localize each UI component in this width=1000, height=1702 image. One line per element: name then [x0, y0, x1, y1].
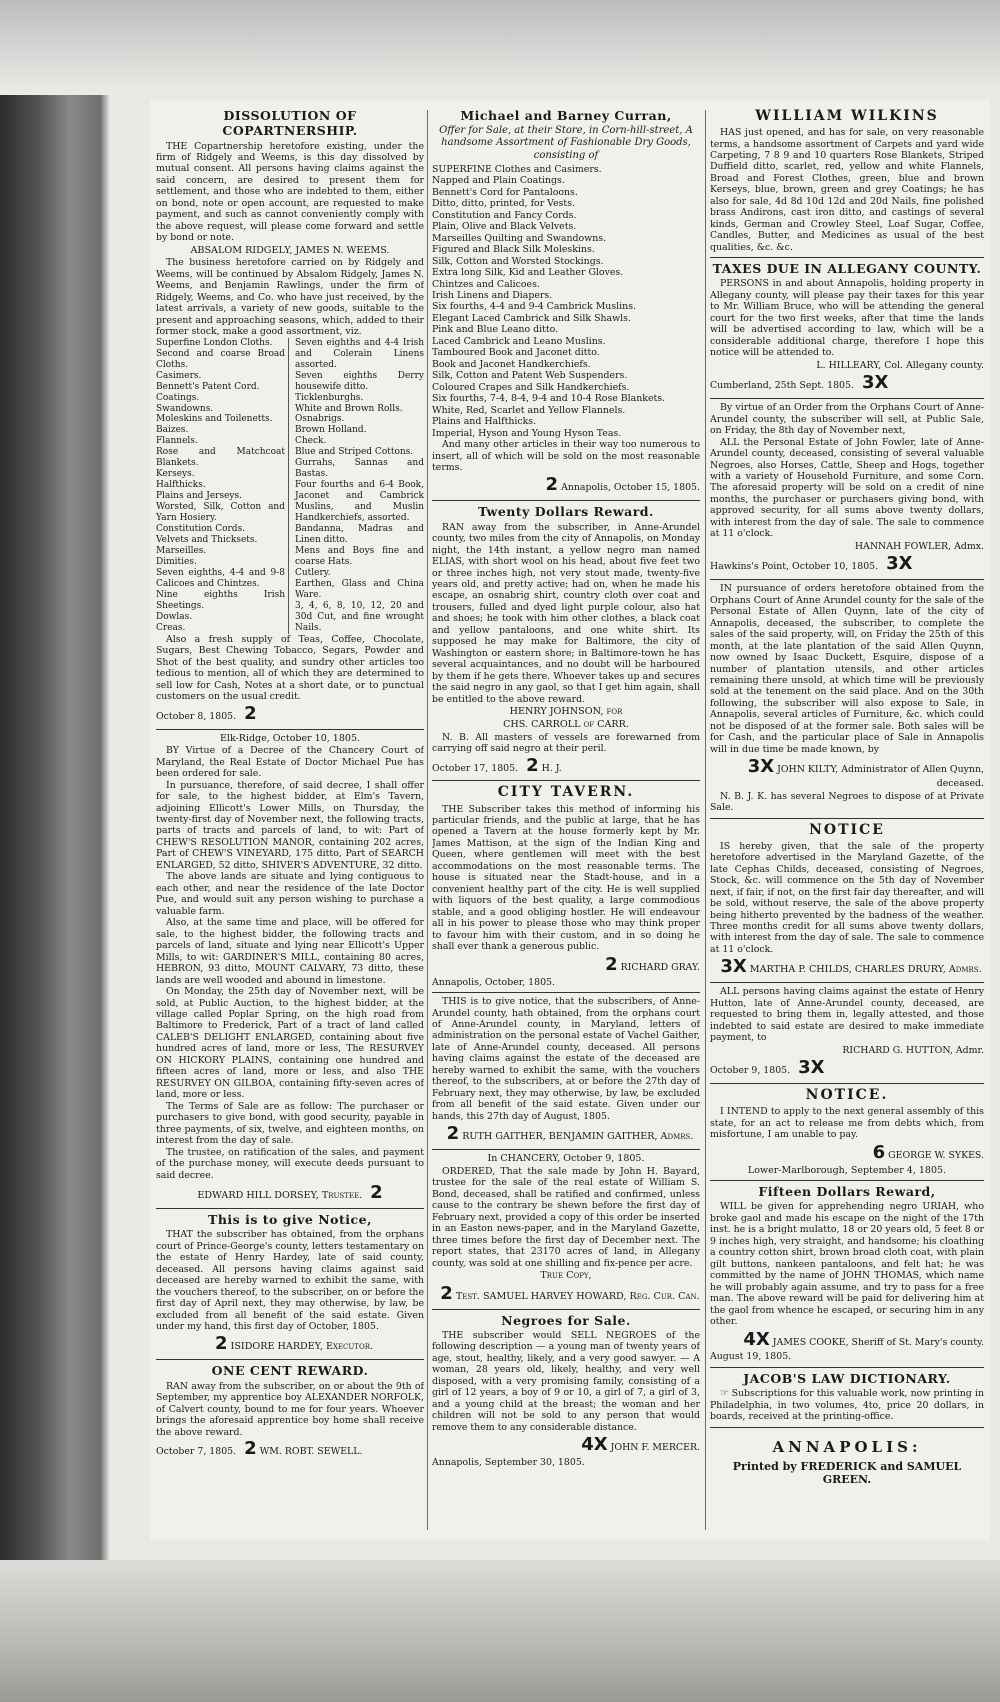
- ad-curran: [432, 108, 700, 496]
- ad-signer: JOHN KILTY, Administrator of Allen Quynn, deceased.: [777, 764, 984, 790]
- ad-body: Also a fresh supply of Teas, Coffee, Chocolate, Sugars, Best Chewing Tobacco, Segars, Powder and Shot of the best quality, and sundry other articles too tedious to mention, all of which they are determined to sell low for Cash, Notes at a short date, or to punctual customers on the usual credit.: [156, 633, 424, 703]
- ad-title: This is to give Notice,: [208, 1211, 372, 1227]
- list-item: Osnabrigs.: [295, 414, 345, 425]
- list-item: Flannels.: [156, 436, 198, 447]
- ad-body: RAN away from the subscriber, on or about the 9th of September, my apprentice boy ALEXANDER NORFOLK, of Calvert county, bound to me for four years. Whoever brings the aforesaid apprentice boy home shall receive the above reward.: [156, 1380, 424, 1438]
- list-item: Four fourths and 6-4 Book, Jaconet and Cambrick Muslins, and Muslin Handkerchiefs, assorted.: [295, 480, 424, 524]
- ad-body: IS hereby given, that the sale of the property heretofore advertised in the Maryland Gazette, of the late Cephas Childs, deceased, consisting of Negroes, Stock, &c. will commence on the 5th day of November next, if fair, if not, on the first fair day thereafter, and will be sold, without reserve, the sale of the above property being hitherto prevented by the badness of the weather. Three months credit for all sums above twenty dollars, with interest from the day of sale. The sale to commence at 11 o'clock.: [710, 840, 984, 955]
- divider: [710, 1083, 984, 1084]
- list-item: Earthen, Glass and China Ware.: [295, 579, 424, 600]
- newspaper-page: [150, 100, 990, 1540]
- ad-signer: MARTHA P. CHILDS, CHARLES DRURY, Admrs.: [749, 964, 982, 976]
- ad-initials: H. J.: [541, 762, 562, 774]
- list-item: Second and coarse Broad Cloths.: [156, 348, 285, 370]
- pointing-hand-icon: ☞: [720, 1388, 732, 1400]
- ad-signer-row: [710, 756, 984, 789]
- imprint-printer: Printed by FREDERICK and SAMUEL GREEN.: [732, 1459, 962, 1487]
- handwritten-mark: 2: [526, 754, 539, 776]
- handwritten-mark: 4X: [743, 1328, 770, 1350]
- ad-dateline: In CHANCERY, October 9, 1805.: [487, 1153, 645, 1165]
- list-item: Plains and Jerseys.: [156, 491, 242, 502]
- ad-body: And many other articles in their way too numerous to insert, all of which will be sold on the most reasonable terms.: [432, 439, 700, 473]
- list-item: Six fourths, 7-4, 8-4, 9-4 and 10-4 Rose Blankets.: [432, 393, 666, 405]
- list-item: Tamboured Book and Jaconet ditto.: [432, 347, 600, 359]
- ad-body: On Monday, the 25th day of November next, will be sold, at Public Auction, to the highest bidder, at the village called Poplar Spring, on the high road from Baltimore to Frederick, Part of a tract of land called CALEB'S DELIGHT ENLARGED, containing about five hundred acres of land, more or less, The RESURVEY ON HICKORY PLAINS, containing one hundred and fifteen acres of land, more or less, and also THE RESURVEY ON GILBOA, containing fifty-seven acres of land, more or less.: [156, 986, 424, 1101]
- ad-body: [710, 1388, 984, 1422]
- divider: [432, 780, 700, 781]
- list-item: Bennett's Cord for Pantaloons.: [432, 186, 578, 198]
- ad-signer: HENRY JOHNSON, for: [509, 706, 623, 718]
- divider: [710, 982, 984, 983]
- list-item: Napped and Plain Coatings.: [432, 175, 565, 187]
- list-item: Plains and Halfthicks.: [432, 416, 537, 428]
- ad-jacob-dictionary: [710, 1371, 984, 1423]
- ad-signer-row: [156, 1182, 424, 1204]
- list-item: Book and Jaconet Handkerchiefs.: [432, 358, 591, 370]
- divider: [710, 1180, 984, 1181]
- list-item: Dimities.: [156, 557, 197, 568]
- list-item: Silk, Cotton and Patent Web Suspenders.: [432, 370, 628, 382]
- ad-body: IN pursuance of orders heretofore obtained from the Orphans Court of Anne Arundel county for the sale of the Personal Estate of Allen Quynn, late of the city of Annapolis, deceased, the subscriber, to complete the sales of the said property, will, on Friday the 25th of this month, at the late plantation of the said Allen Quynn, now owned by Isaac Duckett, Esquire, dispose of a number of plantation utensils, and other articles remaining there unsold, at which time will be previously sold at the tenement on the said place. And on the 30th following, the subscriber will also expose to Sale, in Annapolis, several articles of Furniture, &c. which could not be disposed of at the former sale. Both sales will be for Cash, and the particular place of Sale in Annapolis will in due time be made known, by: [710, 583, 984, 755]
- ad-negroes-sale: [432, 1313, 700, 1469]
- ad-date: October 9, 1805.: [710, 1065, 791, 1077]
- column-right: [710, 106, 984, 1536]
- ad-title: Negroes for Sale.: [501, 1312, 631, 1328]
- handwritten-mark: 2: [244, 1437, 257, 1459]
- divider: [710, 1427, 984, 1428]
- ad-body: RAN away from the subscriber, in Anne-Arundel county, two miles from the city of Annapolis, on Monday night, the 14th instant, a yellow negro man named ELIAS, with short wool on his head, about five feet two or three inches high, not very stout made, twenty-five years old, and pretty active; had on, when he made his escape, an osnabrig shirt, country cloth over coat and trousers, fulled and dyed light purple colour, also hat and shoes; he took with him other clothes, a black coat and yellow pantaloons, and one white shirt. Its supposed he may make for Baltimore, the city of Washington or eastern shore; in Baltimore-town he has several acquaintances, and no doubt will be harboured by them if he gets there. Whoever takes up and secures the said negro in any gaol, so that I get him again, shall be entitled to the above reward.: [432, 521, 700, 705]
- ad-body: THIS is to give notice, that the subscribers, of Anne-Arundel county, hath obtained, from the orphans court of Anne-Arundel county, in Maryland, letters of administration on the personal estate of Vachel Gaither, late of Anne-Arundel county, deceased. All persons having claims against the estate of the deceased are hereby warned to exhibit the same, with the vouchers thereof, to the subscribers, at or before the 27th day of February next, they may otherwise, by law, be excluded from all benefit of the said estate. Given under our hands, this 27th day of August, 1805.: [432, 996, 700, 1122]
- ad-dissolution: [156, 108, 424, 725]
- list-item: Irish Linens and Diapers.: [432, 289, 553, 301]
- ad-footer-row: [432, 755, 700, 777]
- list-item: SUPERFINE Clothes and Casimers.: [432, 163, 602, 175]
- list-item: Pink and Blue Leano ditto.: [432, 324, 559, 336]
- list-item: Halfthicks.: [156, 480, 206, 491]
- list-item: Marseilles Quilting and Swandowns.: [432, 232, 607, 244]
- ad-childs-notice: [710, 822, 984, 979]
- list-item: Figured and Black Silk Moleskins.: [432, 244, 595, 256]
- ad-signer: RICHARD GRAY.: [620, 961, 700, 973]
- ad-signer: HANNAH FOWLER, Admx.: [854, 540, 984, 552]
- list-item: Ticklenburghs.: [295, 392, 364, 403]
- ad-title: WILLIAM WILKINS: [755, 108, 939, 124]
- list-item: Seven eighths Derry housewife ditto.: [295, 370, 424, 392]
- ad-signer: JAMES COOKE, Sheriff of St. Mary's county.: [772, 1336, 984, 1348]
- divider: [710, 579, 984, 580]
- ad-date: Lower-Marlborough, September 4, 1805.: [747, 1164, 947, 1176]
- ad-chancery: [432, 1153, 700, 1304]
- list-item: Dowlas.: [156, 611, 193, 622]
- handwritten-mark: 2: [244, 702, 257, 724]
- list-item: Bandanna, Madras and Linen ditto.: [295, 524, 424, 546]
- column-rule: [705, 110, 706, 1530]
- list-item: Blue and Striped Cottons.: [295, 447, 414, 458]
- goods-left-column: [156, 338, 289, 634]
- ad-body: ALL the Personal Estate of John Fowler, late of Anne-Arundel county, deceased, consisting of several valuable Negroes, also Horses, Cattle, Sheep and Hogs, together with a variety of Household Furniture, and some Corn. The aforesaid property will be sold on a credit of nine months, the purchaser or purchasers giving bond, with approved security, for all sums above twenty dollars, with interest from the day of sale. The sale to commence at 11 o'clock.: [710, 436, 984, 540]
- list-item: Chintzes and Calicoes.: [432, 278, 540, 290]
- list-item: Brown Holland.: [295, 425, 367, 436]
- ad-kilty-quynn: [710, 583, 984, 813]
- ad-body: BY Virtue of a Decree of the Chancery Court of Maryland, the Real Estate of Doctor Michael Pue has been ordered for sale.: [156, 745, 424, 780]
- ad-title: CITY TAVERN.: [497, 784, 635, 801]
- ad-body: The above lands are situate and lying contiguous to each other, and near the residence of the late Doctor Pue, and would suit any person wishing to purchase a valuable farm.: [156, 871, 424, 917]
- ad-title: JACOB'S LAW DICTIONARY.: [743, 1370, 951, 1386]
- ad-signer: L. HILLEARY, Col. Allegany county.: [816, 359, 984, 371]
- column-rule: [427, 110, 428, 1530]
- handwritten-mark: 3X: [747, 756, 775, 778]
- ad-true-copy: True Copy,: [540, 1269, 592, 1281]
- list-item: Laced Cambrick and Leano Muslins.: [432, 335, 606, 347]
- handwritten-mark: 2: [605, 953, 618, 975]
- ad-body-text: Subscriptions for this valuable work, now printing in Philadelphia, in two volumes, 4to, price 20 dollars, in boards, received at the printing-office.: [710, 1388, 984, 1423]
- ad-city-tavern: [432, 784, 700, 988]
- list-item: Kerseys.: [156, 469, 195, 480]
- divider: [710, 257, 984, 258]
- divider: [432, 1149, 700, 1150]
- handwritten-mark: 6: [872, 1141, 886, 1163]
- list-item: Velvets and Thicksets.: [156, 535, 258, 546]
- ad-body: ORDERED, That the sale made by John H. Bayard, trustee for the sale of the real estate of William S. Bond, deceased, shall be ratified and confirmed, unless cause to the contrary be shewn before the first day of February next, provided a copy of this order be inserted in an Easton news-paper, and in the Maryland Gazette, three times before the first day of December next. The report states, that 23170 acres of land, in Allegany county, was sold at one shilling and fix-pence per acre.: [432, 1165, 700, 1269]
- list-item: Imperial, Hyson and Young Hyson Teas.: [432, 427, 622, 439]
- ad-title: Fifteen Dollars Reward,: [758, 1184, 936, 1200]
- ad-title: DISSOLUTION OF COPARTNERSHIP.: [222, 108, 358, 139]
- ad-signer: WM. ROBT. SEWELL.: [259, 1445, 363, 1457]
- ad-body: Also, at the same time and place, will be offered for sale, to the highest bidder, the following tracts and parcels of land, situate and lying near Ellicott's Upper Mills, to wit: GARDINER'S MILL, containing 80 acres, HEBRON, 93 ditto, MOUNT CALVARY, 73 ditto, these lands are well wooded and abound in limestone.: [156, 917, 424, 986]
- list-item: Constitution Cords.: [156, 524, 246, 535]
- ad-body: HAS just opened, and has for sale, on very reasonable terms, a handsome assortment of Carpets and yard wide Carpeting, 7 8 9 and 10 quarters Rose Blankets, Striped Duffield ditto, scarlet, red, yellow and white Flannels, Broad and Forest Clothes, green, blue and brown Kerseys, blue, brown, green and grey Coatings; he has also for sale, 4d 8d 10d 12d and 20d Nails, fine polished brass Andirons, cast iron ditto, and castings of several kinds, German and Crowley Steel, Loaf Sugar, Coffee, Candles, Butter, and Medicines as usual of the best qualities, &c. &c.: [710, 127, 984, 253]
- ad-signer-row: [710, 1329, 984, 1351]
- list-item: Superfine London Cloths.: [156, 337, 273, 348]
- ad-one-cent-reward: [156, 1363, 424, 1460]
- scan-bottom-edge: [0, 1560, 1000, 1702]
- list-item: Check.: [295, 436, 327, 447]
- list-item: Nine eighths Irish Sheetings.: [156, 589, 285, 611]
- list-item: Creas.: [156, 622, 186, 633]
- divider: [156, 1208, 424, 1209]
- ad-signers: ABSALOM RIDGELY, JAMES N. WEEMS.: [190, 244, 390, 256]
- goods-right-column: [295, 338, 424, 634]
- ad-date-row: [710, 553, 984, 575]
- list-item: Cutlery.: [295, 568, 331, 579]
- ad-date-row: [710, 372, 984, 394]
- ad-wilkins: [710, 108, 984, 253]
- ad-signer-row: [432, 954, 700, 976]
- column-left: [156, 106, 424, 1536]
- ad-date: October 8, 1805.: [156, 710, 237, 722]
- divider: [432, 992, 700, 993]
- divider: [156, 729, 424, 730]
- ad-date: Annapolis, October, 1805.: [432, 976, 555, 988]
- ad-note: N. B. J. K. has several Negroes to dispose of at Private Sale.: [710, 790, 984, 814]
- ad-date-row: [156, 703, 424, 725]
- list-item: Extra long Silk, Kid and Leather Gloves.: [432, 267, 624, 279]
- ad-signer: RICHARD G. HUTTON, Admr.: [842, 1044, 984, 1056]
- ad-fifteen-dollars: [710, 1184, 984, 1363]
- scan-top-edge: [0, 0, 1000, 95]
- ad-signer: GEORGE W. SYKES.: [888, 1149, 984, 1161]
- ad-fowler-estate: [710, 402, 984, 575]
- ad-footer-row: [156, 1438, 424, 1460]
- ad-intro: By virtue of an Order from the Orphans Court of Anne-Arundel county, the subscriber will sell, at Public Sale, on Friday, the 8th day of November next,: [710, 402, 984, 437]
- ad-signer-row: [432, 1434, 700, 1456]
- list-item: Coloured Crapes and Silk Handkerchiefs.: [432, 381, 630, 393]
- goods-list: [432, 164, 700, 439]
- list-item: Silk, Cotton and Worsted Stockings.: [432, 255, 604, 267]
- list-item: Seven eighths, 4-4 and 9-8 Calicoes and Chintzes.: [156, 568, 285, 590]
- ad-gaither: [432, 996, 700, 1145]
- ad-twenty-dollars: [432, 504, 700, 776]
- ad-date: Cumberland, 25th Sept. 1805.: [710, 380, 854, 392]
- list-item: Baizes.: [156, 425, 189, 436]
- handwritten-mark: 2: [370, 1182, 383, 1204]
- ad-signer: JOHN F. MERCER.: [610, 1442, 700, 1454]
- ad-date: October 7, 1805.: [156, 1445, 237, 1457]
- ad-body: THE Copartnership heretofore existing, under the firm of Ridgely and Weems, is this day dissolved by mutual consent. All persons having claims against the said concern, are desired to present them for settlement, and those who are indebted to them, either on bond, note or open account, are requested to make payment, and such as cannot conveniently comply with the above request, will please come forward and settle by bond or note.: [156, 140, 424, 244]
- ad-body: The business heretofore carried on by Ridgely and Weems, will be continued by Absalom Ridgely, James N. Weems, and Benjamin Rawlings, under the firm of Ridgely, Weems, and Co. who have just received, by the latest arrivals, a variety of new goods, suitable to the present and approaching seasons, which, added to their former stock, make a good assortment, viz.: [156, 257, 424, 338]
- list-item: Gurrahs, Sannas and Bastas.: [295, 458, 424, 480]
- ad-subtitle: Offer for Sale, at their Store, in Corn-hill-street, A handsome Assortment of Fashionable Dry Goods, consisting of: [439, 125, 693, 161]
- ad-signer-row: [710, 956, 984, 978]
- imprint-city: ANNAPOLIS:: [772, 1437, 922, 1456]
- list-item: 3, 4, 6, 8, 10, 12, 20 and 30d Cut, and fine wrought Nails.: [295, 600, 424, 633]
- divider: [432, 500, 700, 501]
- ad-body: THAT the subscriber has obtained, from the orphans court of Prince-George's county, letters testamentary on the estate of Henry Hardey, late of said county, deceased. All persons having claims against said deceased are hereby warned to exhibit the same, with the vouchers thereof, to the subscriber, on or before the first day of April next, they may otherwise, by law, be excluded from all benefit of the said estate. Given under my hand, this first day of October, 1805.: [156, 1229, 424, 1332]
- ad-body: WILL be given for apprehending negro URIAH, who broke gaol and made his escape on the night of the 17th inst. he is a bright mulatto, 18 or 20 years old, 5 feet 8 or 9 inches high, very straight, and handsome; his cloathing a country cotton shirt, brown broad cloth coat, with plain gilt buttons, nankeen pantaloons, and felt hat; he was committed by the name of JOHN THOMAS, which name he will probably again assume, and try to pass for a free man. The above reward will be paid for delivering him at the gaol from whence he escaped, or securing him in any other.: [710, 1201, 984, 1328]
- handwritten-mark: 2: [214, 1333, 228, 1355]
- ad-body: THE subscriber would SELL NEGROES of the following description — a young man of twenty years of age, stout, healthy, likely, and a very good sawyer. — A woman, 28 years old, likely, healthy, and very well disposed, with a very promising family, consisting of a girl of 12 years, a boy of 9 or 10, a girl of 7, a girl of 3, and a young child at the breast; the woman and her children will not be sold to any person that would remove them to any considerable distance.: [432, 1329, 700, 1433]
- ad-date-row: [432, 474, 700, 496]
- ad-note: N. B. All masters of vessels are forewarned from carrying off said negro at their peril.: [432, 731, 700, 755]
- ad-body: THE Subscriber takes this method of informing his particular friends, and the public at large, that he has opened a Tavern at the house formerly kept by Mr. James Mattison, at the sign of the Indian King and Queen, where gentlemen will meet with the best accommodations on the most reasonable terms. The house is situated near the Stadt-house, and in a convenient healthy part of the city. He is well supplied with liquors of the best quality, a large commodious stable, and a good obliging hostler. He will endeavour all in his power to please those who may think proper to favour him with their custom, and in so doing he shall ever thank a generous public.: [432, 803, 700, 953]
- list-item: Constitution and Fancy Cords.: [432, 209, 577, 221]
- handwritten-mark: 3X: [861, 372, 889, 394]
- handwritten-mark: 4X: [581, 1434, 608, 1456]
- ad-signer-row: [710, 1142, 984, 1164]
- list-item: Mens and Boys fine and coarse Hats.: [295, 546, 424, 568]
- list-item: Plain, Olive and Black Velvets.: [432, 221, 577, 233]
- ad-signer-row: [156, 1333, 424, 1355]
- goods-list: [156, 338, 424, 634]
- ad-signer: Test. SAMUEL HARVEY HOWARD, Reg. Cur. Can.: [455, 1290, 700, 1302]
- ad-body: The Terms of Sale are as follow: The purchaser or purchasers to give bond, with good security, payable in three payments, of six, twelve, and eighteen months, on interest from the day of sale.: [156, 1100, 424, 1147]
- ad-hutton-estate: [710, 986, 984, 1079]
- list-item: Elegant Laced Cambrick and Silk Shawls.: [432, 312, 631, 324]
- list-item: Rose and Matchcoat Blankets.: [156, 447, 285, 469]
- ad-date: Hawkins's Point, October 10, 1805.: [710, 561, 879, 573]
- handwritten-mark: 3X: [720, 956, 747, 978]
- divider: [710, 818, 984, 819]
- list-item: White, Red, Scarlet and Yellow Flannels.: [432, 404, 626, 416]
- list-item: Ditto, ditto, printed, for Vests.: [432, 198, 575, 210]
- ad-signer: ISIDORE HARDEY, Executor.: [230, 1341, 374, 1353]
- ad-date: Annapolis, September 30, 1805.: [432, 1457, 585, 1469]
- ad-body: The trustee, on ratification of the sales, and payment of the purchase money, will execute deeds pursuant to said decree.: [156, 1146, 424, 1181]
- list-item: White and Brown Rolls.: [295, 403, 403, 414]
- list-item: Seven eighths and 4-4 Irish and Colerain Linens assorted.: [295, 337, 424, 370]
- ad-elkridge-sale: [156, 733, 424, 1204]
- ad-title: Michael and Barney Curran,: [460, 108, 672, 123]
- handwritten-mark: 3X: [798, 1057, 825, 1079]
- list-item: Bennett's Patent Cord.: [156, 381, 260, 392]
- ad-signer-row: [432, 1283, 700, 1305]
- ad-body: In pursuance, therefore, of said decree, I shall offer for sale, to the highest bidder, at Elm's Tavern, adjoining Ellicott's Lower Mills, on Thursday, the twenty-first day of November next, the following tracts, parts of tracts and parcels of land, to wit: Part of CHEW'S RESOLUTION MANOR, containing 202 acres, Part of CHEW'S VINEYARD, 175 ditto, Part of SEARCH ENLARGED, 52 ditto, SHIVER'S ADVENTURE, 32 ditto.: [156, 779, 424, 871]
- divider: [710, 398, 984, 399]
- ad-title: NOTICE: [809, 821, 885, 838]
- list-item: Marseilles.: [156, 546, 207, 557]
- handwritten-mark: 2: [446, 1123, 460, 1145]
- ad-date-row: [710, 1057, 984, 1079]
- column-middle: [432, 106, 700, 1536]
- ad-body: I INTEND to apply to the next general assembly of this state, for an act to release me from debts which, from misfortune, I am unable to pay.: [710, 1106, 984, 1141]
- ad-body: ALL persons having claims against the estate of Henry Hutton, late of Anne-Arundel county, deceased, are requested to bring them in, legally attested, and those indebted to said estate are desired to make immediate payment, to: [710, 986, 984, 1044]
- list-item: Moleskins and Toilenetts.: [156, 414, 273, 425]
- list-item: Coatings.: [156, 392, 200, 403]
- ad-date: October 17, 1805.: [432, 762, 519, 774]
- list-item: Swandowns.: [156, 403, 214, 414]
- ad-date: August 19, 1805.: [710, 1351, 792, 1363]
- ad-allegany-taxes: [710, 261, 984, 394]
- ad-signer: CHS. CARROLL of CARR.: [503, 718, 629, 730]
- list-item: Casimers.: [156, 370, 202, 381]
- divider: [156, 1359, 424, 1360]
- ad-title: NOTICE.: [805, 1087, 889, 1104]
- ad-signer: RUTH GAITHER, BENJAMIN GAITHER, Admrs.: [462, 1131, 694, 1143]
- ad-signer: EDWARD HILL DORSEY, Trustee.: [197, 1190, 363, 1202]
- list-item: Worsted, Silk, Cotton and Yarn Hosiery.: [156, 502, 285, 524]
- ad-dateline: Elk-Ridge, October 10, 1805.: [219, 732, 361, 744]
- handwritten-mark: 2: [440, 1282, 453, 1304]
- ad-sykes-notice: [710, 1087, 984, 1176]
- ad-title: Twenty Dollars Reward.: [478, 504, 654, 520]
- ad-signer-row: [432, 1123, 700, 1145]
- ad-title: ONE CENT REWARD.: [211, 1363, 369, 1379]
- ad-body: PERSONS in and about Annapolis, holding property in Allegany county, will please pay their taxes for this year to Mr. William Bruce, who will be attending the general court for the two first weeks, after that time the lands will be advertised according to law, which will be a considerable additional charge, therefore I hope this notice will be attended to.: [710, 278, 984, 359]
- ad-title: TAXES DUE IN ALLEGANY COUNTY.: [712, 261, 982, 277]
- ad-date: Annapolis, October 15, 1805.: [561, 482, 700, 494]
- divider: [710, 1367, 984, 1368]
- handwritten-mark: 2: [545, 474, 559, 496]
- ad-hardey-notice: [156, 1212, 424, 1355]
- divider: [432, 1309, 700, 1310]
- list-item: Six fourths, 4-4 and 9-4 Cambrick Muslins.: [432, 301, 636, 313]
- handwritten-mark: 3X: [886, 553, 913, 575]
